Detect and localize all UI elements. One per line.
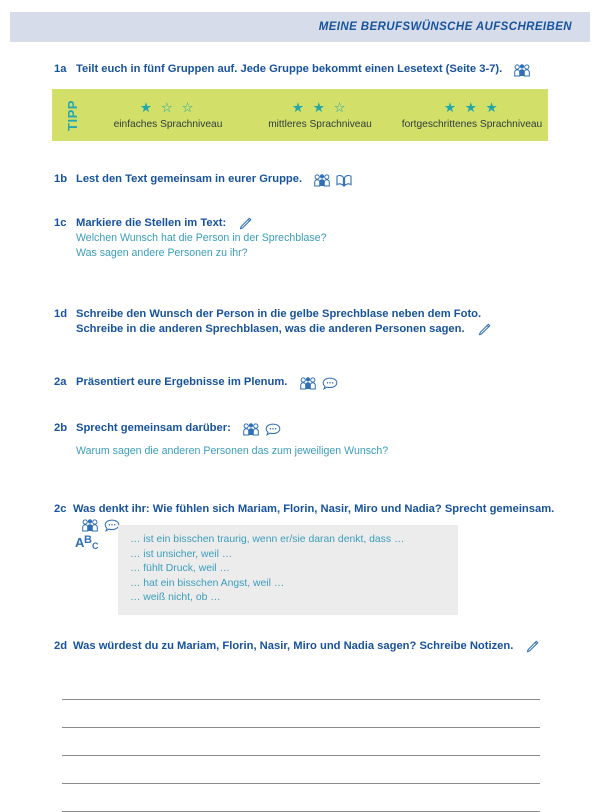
group-icon [300,377,316,390]
phrase-line-3: … fühlt Druck, weil … [130,563,230,575]
task-2d-body [73,639,539,654]
tipp-level-1 [92,100,244,131]
task-2c-phrase-area [75,525,458,615]
tipp-level-1-label: einfaches Sprachniveau [113,118,223,130]
task-1a-icons [514,64,530,77]
tipp-level-3-label: fortgeschrittenes Sprachniveau [401,118,543,130]
task-2a-text: Präsentiert eure Ergebnisse im Plenum. [76,376,288,388]
answer-line-2[interactable] [62,700,540,728]
svg-text:C: C [92,541,99,551]
svg-text:B: B [84,534,92,546]
task-1a-number: 1a [54,63,67,75]
task-2a-body [76,375,338,390]
page-header-band [10,12,590,42]
task-1b-icons [314,174,352,187]
task-1c-body [76,216,326,261]
tipp-box [52,89,548,141]
tipp-level-3-stars: ★ ★ ★ [443,99,501,115]
pencil-icon [477,323,491,337]
phrase-line-2: … ist unsicher, weil … [130,548,233,560]
task-1d-number: 1d [54,308,68,320]
task-2b-body [76,421,388,459]
task-1b-body [76,172,352,187]
task-1c-icons [238,217,252,231]
svg-text:A: A [75,535,85,550]
task-1c-subline-2: Was sagen andere Personen zu ihr? [76,247,248,259]
abc-icon [75,525,113,560]
task-2b-text: Sprecht gemeinsam darüber: [76,422,231,434]
speech-bubble-icon [322,377,338,390]
pencil-icon [525,640,539,654]
task-1c-text: Markiere die Stellen im Text: [76,217,227,229]
task-1a-body [76,62,530,77]
task-1d-line-1: Schreibe den Wunsch der Person in die gelbe Sprechblase neben dem Foto. [76,308,482,320]
phrase-line-1: … ist ein bisschen traurig, wenn er/sie daran denkt, dass … [130,534,405,545]
task-1d-icons [477,323,491,337]
answer-line-1[interactable] [62,672,540,700]
tipp-level-2-label: mittleres Sprachniveau [268,118,372,130]
phrase-line-4: … hat ein bisschen Angst, weil … [130,577,285,589]
answer-line-4[interactable] [62,756,540,784]
task-1c-subline-1: Welchen Wunsch hat die Person in der Sprechblase? [76,232,327,244]
task-1d-body [76,307,491,337]
tipp-level-3 [396,100,548,131]
task-2b-subline-1: Warum sagen die anderen Personen das zum jeweiligen Wunsch? [76,445,389,457]
task-2b-number: 2b [54,422,68,434]
tipp-level-2 [244,100,396,131]
task-2d [54,639,584,654]
task-1c [54,216,474,261]
task-2a-icons [300,377,338,390]
task-2a-number: 2a [54,376,67,388]
phrase-line-5: … weiß nicht, ob … [130,592,221,604]
answer-line-3[interactable] [62,728,540,756]
book-icon [336,174,352,187]
task-1d-line-2: Schreibe in die anderen Sprechblasen, was die anderen Personen sagen. [76,323,465,335]
task-1b [54,172,474,187]
task-2b-icons [243,423,281,436]
group-icon [243,423,259,436]
task-1c-number: 1c [54,217,67,229]
tipp-level-1-stars: ★ ☆ ☆ [139,99,197,115]
task-1a-text: Teilt euch in fünf Gruppen auf. Jede Gruppe bekommt einen Lesetext (Seite 3-7). [76,63,503,75]
task-1b-number: 1b [54,173,68,185]
tipp-levels [92,89,548,141]
group-icon [514,64,530,77]
pencil-icon [238,217,252,231]
tipp-level-2-stars: ★ ★ ☆ [291,99,349,115]
phrase-box [118,525,458,615]
tipp-label-text: TIPP [64,99,80,131]
page-title: MEINE BERUFSWÜNSCHE AUFSCHREIBEN [318,21,572,33]
task-2d-text: Was würdest du zu Mariam, Florin, Nasir, Miro und Nadia sagen? Schreibe Notizen. [73,640,514,652]
task-1b-text: Lest den Text gemeinsam in eurer Gruppe. [76,173,303,185]
task-2d-number: 2d [54,640,68,652]
answer-lines[interactable] [62,672,540,812]
task-2d-icons [525,640,539,654]
tipp-label [52,89,92,141]
speech-bubble-icon [265,423,281,436]
task-2c-text: Was denkt ihr: Wie fühlen sich Mariam, Florin, Nasir, Miro und Nadia? Sprecht gemeinsam. [73,503,555,515]
group-icon [314,174,330,187]
task-1d [54,307,554,337]
task-2a [54,375,474,390]
answer-line-5[interactable] [62,784,540,812]
task-2c-number: 2c [54,503,67,515]
task-2b [54,421,514,459]
task-1a [54,62,574,77]
